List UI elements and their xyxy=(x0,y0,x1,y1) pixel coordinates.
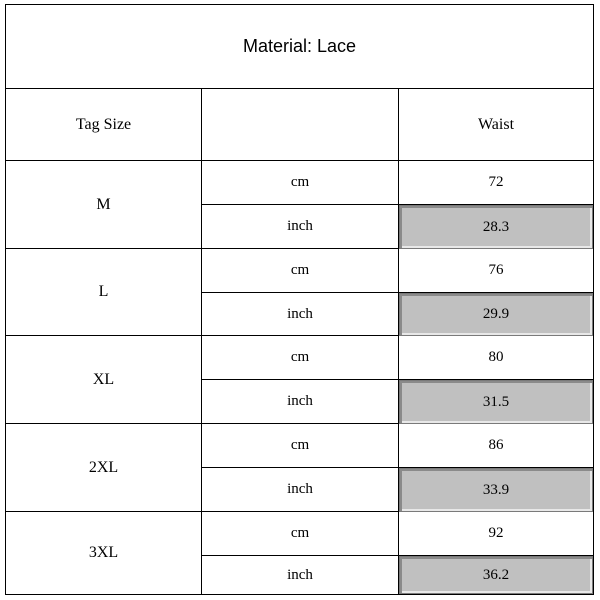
waist-cm-value: 72 xyxy=(399,161,593,205)
unit-label: inch xyxy=(202,293,399,336)
unit-label: cm xyxy=(202,424,399,468)
size-label: M xyxy=(6,161,202,249)
waist-cm-value: 80 xyxy=(399,336,593,380)
size-chart-table xyxy=(5,4,594,595)
header-waist: Waist xyxy=(399,89,593,161)
waist-inch-value: 31.5 xyxy=(399,380,593,424)
unit-label: cm xyxy=(202,512,399,556)
waist-inch-value: 29.9 xyxy=(399,293,593,336)
header-tag-size: Tag Size xyxy=(6,89,202,161)
waist-cm-value: 76 xyxy=(399,249,593,293)
unit-label: inch xyxy=(202,205,399,249)
size-grid xyxy=(6,89,593,594)
waist-cm-value: 86 xyxy=(399,424,593,468)
table-title: Material: Lace xyxy=(6,5,593,89)
waist-inch-value: 36.2 xyxy=(399,556,593,594)
unit-label: cm xyxy=(202,161,399,205)
size-label: 3XL xyxy=(6,512,202,594)
unit-label: inch xyxy=(202,468,399,512)
waist-cm-value: 92 xyxy=(399,512,593,556)
header-unit xyxy=(202,89,399,161)
unit-label: inch xyxy=(202,556,399,594)
size-label: XL xyxy=(6,336,202,424)
waist-inch-value: 33.9 xyxy=(399,468,593,512)
size-label: 2XL xyxy=(6,424,202,512)
waist-inch-value: 28.3 xyxy=(399,205,593,249)
unit-label: inch xyxy=(202,380,399,424)
size-label: L xyxy=(6,249,202,336)
unit-label: cm xyxy=(202,249,399,293)
unit-label: cm xyxy=(202,336,399,380)
